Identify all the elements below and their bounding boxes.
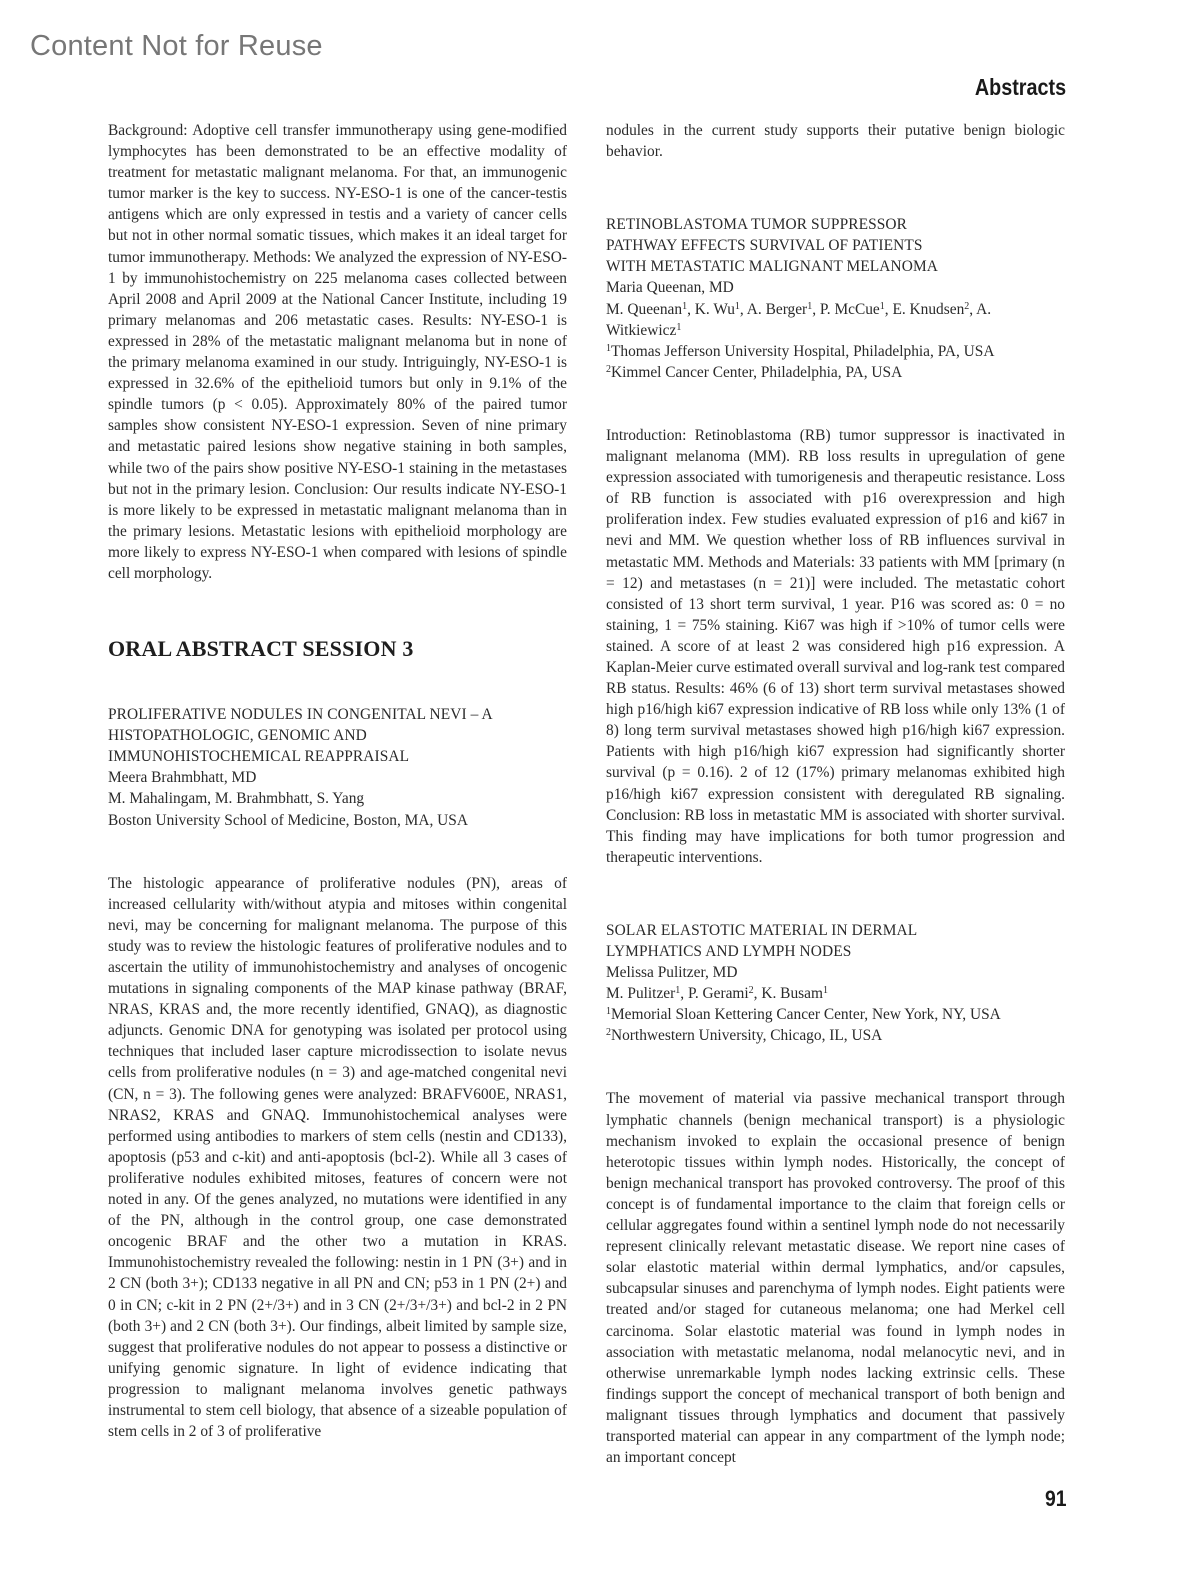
affiliation: $^1$Thomas Jefferson University Hospital, Philadelphia, PA, USA <box>606 342 995 360</box>
author-separator: , <box>739 300 747 318</box>
watermark: Content Not for Reuse <box>30 30 323 62</box>
author-name: A. Witkiewicz <box>606 300 992 339</box>
author-affiliation-mark: 1 <box>734 300 740 312</box>
author-affiliation-mark: 1 <box>879 300 885 312</box>
abstract-title <box>606 214 1065 277</box>
abstract-title <box>108 704 567 767</box>
author-name: E. Knudsen <box>892 300 965 318</box>
author-separator: , <box>969 300 977 318</box>
session-heading: ORAL ABSTRACT SESSION 3 <box>108 636 414 662</box>
author-affiliation-mark: 1 <box>675 985 681 997</box>
author-separator: , <box>687 300 695 318</box>
affiliation-mark: 1 <box>606 342 611 354</box>
abstract-title-line: RETINOBLASTOMA TUMOR SUPPRESSOR <box>606 216 908 234</box>
author-separator: , <box>680 985 688 1003</box>
author-affiliation-mark: 1 <box>822 985 828 997</box>
affiliation-mark: 2 <box>606 1027 611 1039</box>
author-name: M. Pulitzer <box>606 985 676 1003</box>
author-name: P. McCue <box>819 300 880 318</box>
author-affiliation-mark: 1 <box>807 300 813 312</box>
affiliation: $^1$Memorial Sloan Kettering Cancer Center, New York, NY, USA <box>606 1006 1001 1024</box>
author-affiliation-mark: 1 <box>682 300 688 312</box>
presenter-name: Melissa Pulitzer, MD <box>606 964 738 982</box>
author-separator: , <box>884 300 893 318</box>
author-name: K. Busam <box>761 985 823 1003</box>
author-affiliation-mark: 2 <box>964 300 970 312</box>
abstract-retinoblastoma <box>606 214 1065 868</box>
affiliation-mark: 1 <box>606 1006 611 1018</box>
affiliation: $^2$Kimmel Cancer Center, Philadelphia, PA, USA <box>606 363 903 381</box>
abstract-title-line: HISTOPATHOLOGIC, GENOMIC AND <box>108 727 367 745</box>
continuation-paragraph: nodules in the current study supports their putative benign biologic behavior. <box>606 122 1065 161</box>
right-column <box>606 120 1065 1468</box>
author-list: M. Mahalingam, M. Brahmbhatt, S. Yang <box>108 790 365 808</box>
author-separator: , <box>812 300 820 318</box>
abstract-title-line: WITH METASTATIC MALIGNANT MELANOMA <box>606 258 938 276</box>
author-list <box>606 299 1065 341</box>
abstract-title-line: LYMPHATICS AND LYMPH NODES <box>606 943 852 960</box>
section-label: Abstracts <box>974 74 1066 100</box>
abstract-title-line: SOLAR ELASTOTIC MATERIAL IN DERMAL <box>606 921 918 939</box>
affiliation: Boston University School of Medicine, Boston, MA, USA <box>108 811 468 829</box>
author-name: M. Queenan <box>606 300 683 318</box>
abstract-proliferative-nodules <box>108 704 567 1442</box>
author-name: K. Wu <box>694 300 735 318</box>
presenter-name: Meera Brahmbhatt, MD <box>108 769 257 787</box>
affiliation-mark: 2 <box>606 363 611 375</box>
author-name: P. Gerami <box>687 985 749 1003</box>
author-affiliation-mark: 2 <box>748 985 754 997</box>
abstract-title-line: IMMUNOHISTOCHEMICAL REAPPRAISAL <box>108 748 410 766</box>
abstract-body: Introduction: Retinoblastoma (RB) tumor suppressor is inactivated in malignant melanoma (MM). RB loss results in upregulation of gene expression associated with tumorigenesis and therapeutic resistance. Loss of RB function is associated with p16 overexpression and high proliferation index. Few studies evaluated expression of p16 and ki67 in nevi and MM. We question whether loss of RB influences survival in metastatic MM. Methods and Materials: 33 patients with MM [primary (n = 12) and metastases (n = 21)] were included. The metastatic cohort consisted of 13 short term survival, 1 year. P16 was scored as: 0 = no staining, 1 = 75% staining. Ki67 was high if >10% of tumor cells were stained. A score of at least 2 was considered high p16 expression. A Kaplan-Meier curve estimated overall survival and log-rank test compared RB status. Results: 46% (6 of 13) short term survival metastases showed high p16/high ki67 expression indicative of RB loss while only 13% (1 of 8) long term survival metastases showed high p16/high ki67 expression. Patients with high p16/high ki67 expression had significantly shorter survival (p = 0.16). 2 of 12 (17%) primary melanomas exhibited high p16/high ki67 expression consistent with deregulated RB signaling. Conclusion: RB loss in metastatic MM is associated with shorter survival. This finding may have implications for both tumor progression and therapeutic interventions. <box>606 426 1065 866</box>
abstract-body: The histologic appearance of proliferative nodules (PN), areas of increased cellularity with/without atypia and mitoses within congenital nevi, may be concerning for malignant melanoma. The purpose of this study was to review the histologic features of proliferative nodules and to ascertain the utility of immunohistochemistry and analyses of oncogenic mutations in signaling components of the MAP kinase pathway (BRAF, NRAS, KRAS and, the more recently identified, GNAQ), as diagnostic adjuncts. Genomic DNA for genotyping was isolated per protocol using techniques that included laser capture microdissection to isolate nevus cells from proliferative nodules (n = 3) and age-matched congenital nevi (CN, n = 3). The following genes were analyzed: BRAFV600E, NRAS1, NRAS2, KRAS and GNAQ. Immunohistochemical analyses were performed using antibodies to markers of stem cells (nestin and CD133), apoptosis (p53 and c-kit) and anti-apoptosis (bcl-2). While all 3 cases of proliferative nodules exhibited mitoses, features of concern were not noted in any. Of the genes analyzed, no mutations were identified in any of the PN, although in the control group, one case demonstrated oncogenic BRAF and the other two a mutation in KRAS. Immunohistochemistry revealed the following: nestin in 1 PN (3+) and in 2 CN (both 3+); CD133 negative in all PN and CN; p53 in 1 PN (2+) and 0 in CN; c-kit in 2 PN (2+/3+) and in 3 CN (2+/3+/3+) and bcl-2 in 2 PN (both 3+) and 2 CN (both 3+). Our findings, albeit limited by sample size, suggest that proliferative nodules do not appear to possess a distinctive or unifying genomic signature. In light of evidence indicating that progression to malignant melanoma involves genetic pathways instrumental to stem cell biology, that absence of a sizeable population of stem cells in 2 of 3 of proliferative <box>108 874 567 1441</box>
author-separator: , <box>753 985 762 1003</box>
background-paragraph: Background: Adoptive cell transfer immunotherapy using gene-modified lymphocytes has been demonstrated to be an effective modality of treatment for metastatic malignant melanoma. For that, an immunogenic tumor marker is the key to success. NY-ESO-1 is one of the cancer-testis antigens which are only expressed in testis and a variety of cancer cells but not in other normal somatic tissues, which makes it an ideal target for tumor immunotherapy. Methods: We analyzed the expression of NY-ESO-1 by immunohistochemistry on 225 melanoma cases collected between April 2008 and April 2009 at the National Cancer Institute, including 19 primary melanomas and 206 metastatic cases. Results: NY-ESO-1 is expressed in 28% of the metastatic malignant melanoma but in none of the primary melanoma examined in our study. Intriguingly, NY-ESO-1 is expressed in 32.6% of the epithelioid tumors but only in 9.1% of the spindle tumors (p < 0.05). Approximately 80% of the paired tumor samples show consistent NY-ESO-1 expression. Seven of nine primary and metastatic paired lesions show negative staining in both samples, while two of the pairs show positive NY-ESO-1 staining in the metastases but not in the primary lesion. Conclusion: Our results indicate NY-ESO-1 is more likely to be expressed in metastatic malignant melanoma than in the primary lesions. Metastatic lesions with epithelioid morphology are more likely to express NY-ESO-1 when compared with lesions of spindle cell morphology. <box>108 122 567 582</box>
abstract-title <box>606 920 1065 962</box>
abstract-title-line: PROLIFERATIVE NODULES IN CONGENITAL NEVI – A <box>108 706 493 724</box>
author-list <box>606 983 1065 1004</box>
page-number: 91 <box>1044 1486 1066 1511</box>
abstract-solar-elastotic <box>606 920 1065 1468</box>
author-name: A. Berger <box>746 300 808 318</box>
author-affiliation-mark: 1 <box>676 321 682 333</box>
presenter-name: Maria Queenan, MD <box>606 279 734 297</box>
abstract-body: The movement of material via passive mechanical transport through lymphatic channels (benign mechanical transport) is a physiologic mechanism invoked to explain the occasional presence of benign heterotopic tissues within lymph nodes. Historically, the concept of benign mechanical transport has provoked controversy. The proof of this concept is of fundamental importance to the claim that foreign cells or cellular aggregates found within a sentinel lymph node do not necessarily represent clinically relevant metastatic disease. We report nine cases of solar elastotic material within dermal lymphatics, and/or capsules, subcapsular sinuses and parenchyma of lymph nodes. Eight patients were treated and/or staged for cutaneous melanoma; one had Merkel cell carcinoma. Solar elastotic material was found in lymph nodes in association with metastatic melanoma, nodal melanocytic nevi, and in otherwise unremarkable lymph nodes lacking extrinsic cells. These findings support the concept of mechanical transport of both benign and malignant tissues through lymphatics and document that passively transported material can appear in any compartment of the lymph node; an important concept <box>606 1090 1065 1467</box>
abstract-title-line: PATHWAY EFFECTS SURVIVAL OF PATIENTS <box>606 237 923 255</box>
left-column <box>108 120 567 1442</box>
affiliation: $^2$Northwestern University, Chicago, IL, USA <box>606 1027 883 1045</box>
